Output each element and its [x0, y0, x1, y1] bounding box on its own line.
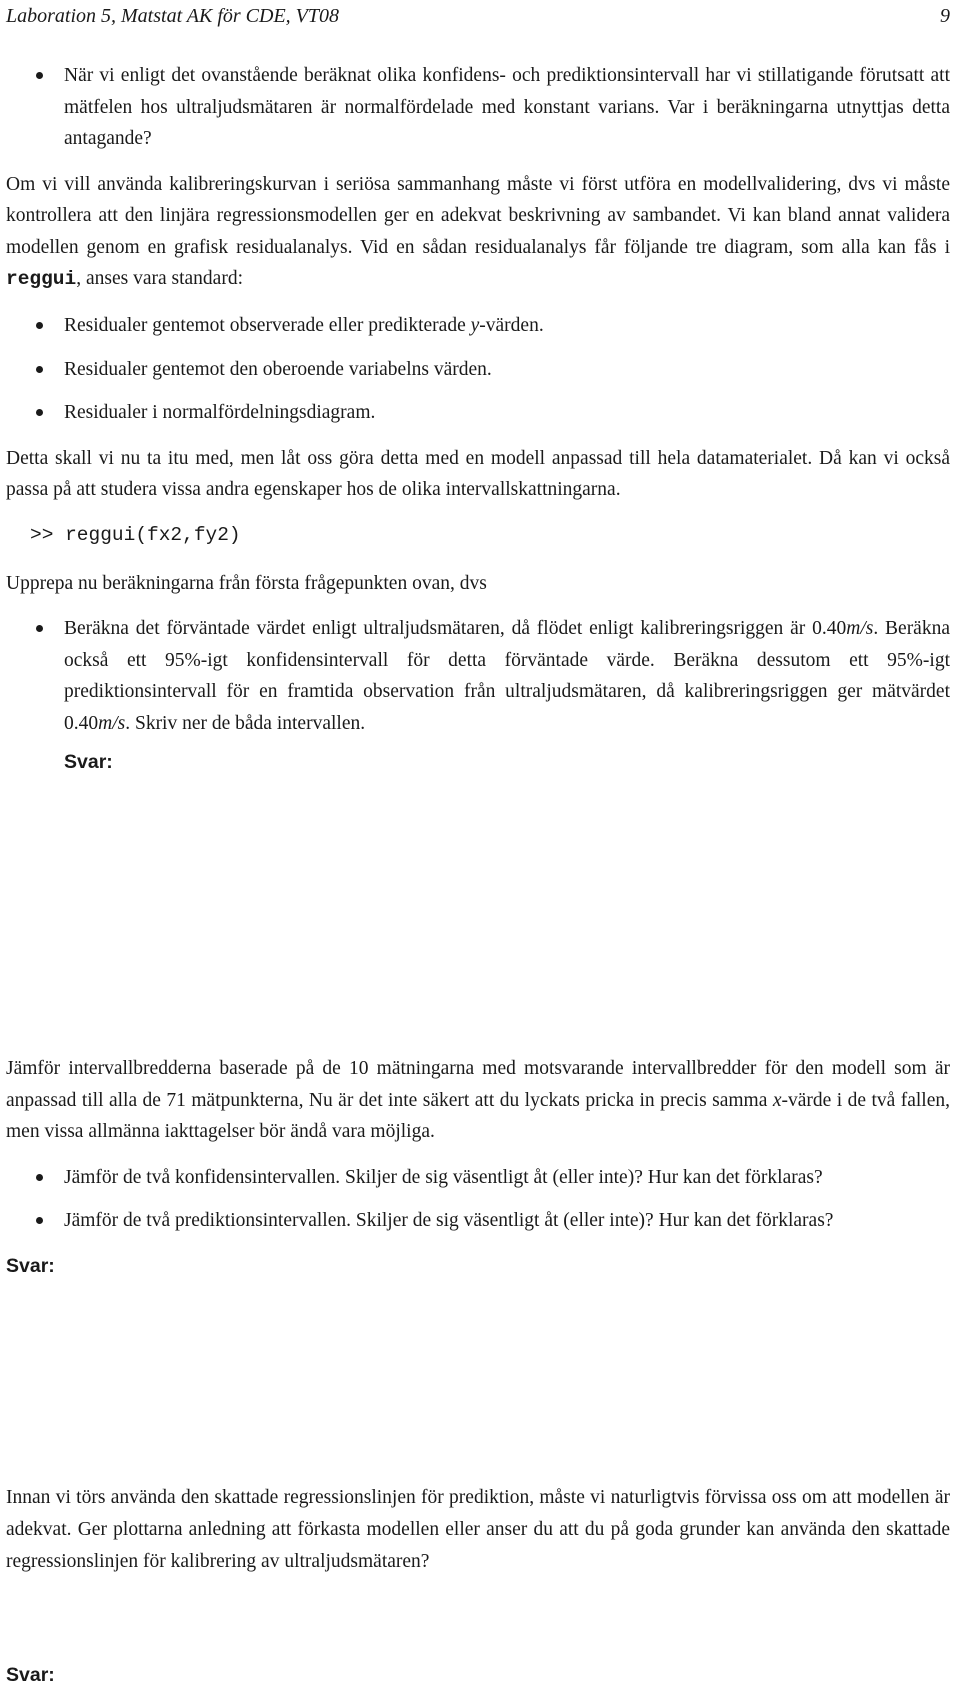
residual-plot-list: [6, 310, 950, 429]
compare-paragraph: Jämför intervallbredderna baserade på de 10 mätningarna med motsvarande intervallbredder för den modell som är anpassad till alla de 71 mätpunkterna, Nu är det inte säkert att du lyckats pricka in precis samma x-värde i de två fallen, men vissa allmänna iakttagelser bör ändå vara möjliga.: [6, 1057, 950, 1143]
page-header: [6, 0, 950, 30]
list-item: Residualer i normalfördelningsdiagram.: [6, 397, 950, 429]
assumption-question-list: [6, 60, 950, 155]
matlab-command: >> reggui(fx2,fy2): [30, 523, 241, 546]
bullet-dot: [36, 366, 43, 373]
bullet-dot: [36, 322, 43, 329]
reggui-code: reggui: [6, 268, 77, 291]
bullet-dot: [36, 625, 43, 632]
list-item: Residualer gentemot observerade eller predikterade y-värden.: [6, 310, 950, 342]
repeat-paragraph: Upprepa nu beräkningarna från första frågepunkten ovan, dvs: [6, 572, 487, 594]
answer-label: Svar:: [6, 1664, 55, 1686]
bullet-dot: [36, 409, 43, 416]
assumption-question-text: När vi enligt det ovanstående beräknat olika konfidens- och prediktionsintervall har vi stillatigande förutsatt att mätfelen hos ultraljudsmätaren är normalfördelade med konstant varians. Var i beräkningarna utnyttjas detta antagande?: [64, 65, 950, 150]
compute-list: [6, 613, 950, 779]
final-paragraph: Innan vi törs använda den skattade regressionslinjen för prediktion, måste vi naturligtvis förvissa oss om att modellen är adekvat. Ger plottarna anledning att förkasta modellen eller anser du att du på goda grunder kan använda den skattade regressionslinjen för kalibrering av ultraljudsmätaren?: [6, 1487, 950, 1572]
list-item: Jämför de två prediktionsintervallen. Skiljer de sig väsentligt åt (eller inte)? Hur kan det förklaras?: [6, 1205, 950, 1237]
list-item: [6, 60, 950, 155]
list-item: Jämför de två konfidensintervallen. Skiljer de sig väsentligt åt (eller inte)? Hur kan det förklaras?: [6, 1162, 950, 1194]
full-model-paragraph: Detta skall vi nu ta itu med, men låt oss göra detta med en modell anpassad till hela datamaterialet. Då kan vi också passa på att studera vissa andra egenskaper hos de olika intervallskattningarna.: [6, 447, 950, 501]
bullet-dot: [36, 72, 43, 79]
bullet-dot: [36, 1174, 43, 1181]
answer-label: Svar:: [6, 1254, 55, 1277]
answer-space: [6, 793, 950, 1053]
page-content: [6, 60, 950, 1591]
validation-paragraph: Om vi vill använda kalibreringskurvan i seriösa sammanhang måste vi först utföra en modellvalidering, dvs vi måste kontrollera att den linjära regressionsmodellen ger en adekvat beskrivning av sambandet. Vi kan bland annat validera modellen genom en grafisk residualanalys. Vid en sådan residualanalys får följande tre diagram, som alla kan fås i reggui, anses vara standard:: [6, 173, 950, 291]
header-title: Laboration 5, Matstat AK för CDE, VT08: [6, 5, 340, 27]
page-number: 9: [940, 5, 950, 27]
answer-label: Svar:: [64, 751, 113, 774]
bullet-dot: [36, 1217, 43, 1224]
answer-space: [6, 1282, 950, 1482]
list-item: Residualer gentemot den oberoende variabelns värden.: [6, 354, 950, 386]
compare-list: [6, 1162, 950, 1237]
list-item: Beräkna det förväntade värdet enligt ultraljudsmätaren, då flödet enligt kalibreringsriggen är 0.40m/s. Beräkna också ett 95%-igt konfidensintervall för detta förväntade värde. Beräkna dessutom ett 95%-igt prediktionsintervall för en framtida observation från ultraljudsmätaren, då kalibreringsriggen ger mätvärdet 0.40m/s. Skriv ner de båda intervallen. Svar:: [6, 613, 950, 779]
